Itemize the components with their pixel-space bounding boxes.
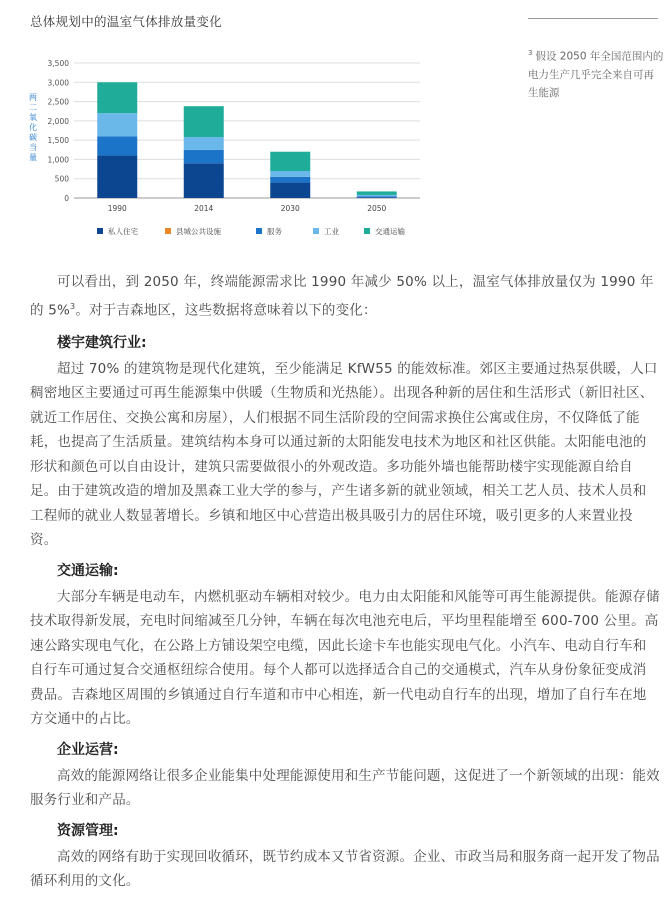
section-business	[30, 736, 660, 813]
bar-segment	[184, 106, 224, 137]
y-tick-label: 0	[64, 194, 69, 203]
legend-swatch	[313, 228, 319, 234]
section-heading: 交通运输:	[57, 562, 119, 579]
y-axis-label-char: 碳	[29, 133, 37, 142]
y-tick-label: 2,000	[47, 116, 69, 126]
bar-segment	[184, 163, 224, 198]
y-axis-label-char: 当	[29, 143, 37, 152]
bar-segment	[184, 150, 224, 164]
chart-title: 总体规划中的温室气体排放量变化	[30, 14, 223, 29]
x-tick-label: 2050	[367, 204, 387, 213]
footnote-marker: 3	[528, 49, 533, 57]
x-tick-label: 2014	[194, 204, 214, 213]
intro-footnote-ref: 3	[70, 301, 76, 311]
bar-segment	[97, 113, 137, 136]
legend-label: 县城公共设施	[176, 227, 221, 236]
section-body: 高效的能源网络让很多企业能集中处理能源使用和生产节能问题，这促进了一个新领域的出现：能效服务行业和产品。	[30, 767, 660, 808]
body-text	[30, 270, 660, 898]
y-axis-label-char: 两	[29, 93, 37, 102]
section-resources	[30, 817, 660, 894]
section-transport	[30, 557, 660, 732]
y-tick-label: 1,000	[47, 155, 69, 165]
legend-swatch	[256, 228, 262, 234]
footnote-divider	[528, 18, 658, 19]
y-axis-label-char: 二	[29, 103, 37, 112]
bar-segment	[270, 177, 310, 183]
bar-segment	[97, 156, 137, 198]
bar-segment	[270, 152, 310, 171]
y-axis-label-char: 氧	[29, 113, 37, 122]
y-tick-label: 500	[54, 174, 69, 184]
legend-swatch	[364, 228, 370, 234]
section-heading: 企业运营:	[57, 741, 119, 758]
y-axis-label-char: 化	[29, 123, 37, 132]
legend-swatch	[165, 228, 171, 234]
footnote	[528, 44, 664, 102]
intro-text: 可以看出，到 2050 年，终端能源需求比 1990 年减少 50% 以上，温室气体排放量仅为 1990 年的 5%	[30, 274, 654, 318]
bar-segment	[97, 82, 137, 113]
legend-label: 交通运输	[375, 227, 405, 236]
legend-swatch	[97, 228, 103, 234]
section-buildings	[30, 329, 660, 553]
legend-label: 工业	[324, 227, 339, 236]
y-tick-label: 3,500	[47, 59, 69, 68]
y-tick-label: 2,500	[47, 97, 69, 107]
intro-paragraph	[30, 270, 660, 323]
x-tick-label: 2030	[280, 204, 300, 213]
bar-segment	[357, 195, 397, 197]
section-heading: 资源管理:	[57, 822, 119, 839]
bar-segment	[184, 137, 224, 150]
intro-text-end: 。对于吉森地区，这些数据将意味着以下的变化：	[75, 302, 377, 318]
section-body: 超过 70% 的建筑物是现代化建筑，至少能满足 KfW55 的能效标准。郊区主要通过热泵供暖，人口稠密地区主要通过可再生能源集中供暖（生物质和光热能）。出现各种新的居住和生活形式（新旧社区、就近工作居住、交换公寓和房屋），人们根据不同生活阶段的空间需求换住公寓或住房，不仅降低了能耗，也提高了生活质量。建筑结构本身可以通过新的太阳能发电技术为地区和社区供能。太阳能电池的形状和颜色可以自由设计，建筑只需要做很小的外观改造。多功能外墙也能帮助楼宇实现能源自给自足。由于建筑改造的增加及黑森工业大学的参与，产生诸多新的就业领域，相关工艺人员、技术人员和工程师的就业人数显著增长。乡镇和地区中心营造出极具吸引力的居住环境，吸引更多的人来置业投资。	[30, 360, 658, 548]
y-axis-label-char: 量	[29, 153, 37, 162]
section-body: 高效的网络有助于实现回收循环，既节约成本又节省资源。企业、市政当局和服务商一起开发了物品循环利用的文化。	[30, 848, 660, 889]
section-body: 大部分车辆是电动车，内燃机驱动车辆相对较少。电力由太阳能和风能等可再生能源提供。能源存储技术取得新发展，充电时间缩减至几分钟，车辆在每次电池充电后，平均里程能增至 600-700 公里。高速公路实现电气化，在公路上方铺设架空电缆，因此长途卡车也能实现电气化。小汽车、电动自行车和自行车可通过复合交通枢纽综合使用。每个人都可以选择适合自己的交通模式，汽车从身份象征变成消费品。吉森地区周围的乡镇通过自行车道和市中心相连，新一代电动自行车的出现，增加了自行车在地方交通中的占比。	[30, 588, 660, 727]
bar-segment	[270, 171, 310, 177]
bar-segment	[270, 183, 310, 198]
footnote-text: 假设 2050 年全国范围内的电力生产几乎完全来自可再生能源	[528, 50, 664, 99]
y-tick-label: 3,000	[47, 78, 69, 88]
legend-label: 私人住宅	[108, 227, 138, 236]
emissions-chart	[0, 0, 520, 250]
legend-label: 服务	[267, 227, 282, 236]
section-heading: 楼宇建筑行业:	[57, 334, 147, 351]
bar-segment	[357, 191, 397, 194]
bar-segment	[97, 136, 137, 155]
x-tick-label: 1990	[107, 204, 127, 213]
bar-segment	[357, 197, 397, 198]
bar-segment	[357, 196, 397, 197]
y-tick-label: 1,500	[47, 136, 69, 146]
